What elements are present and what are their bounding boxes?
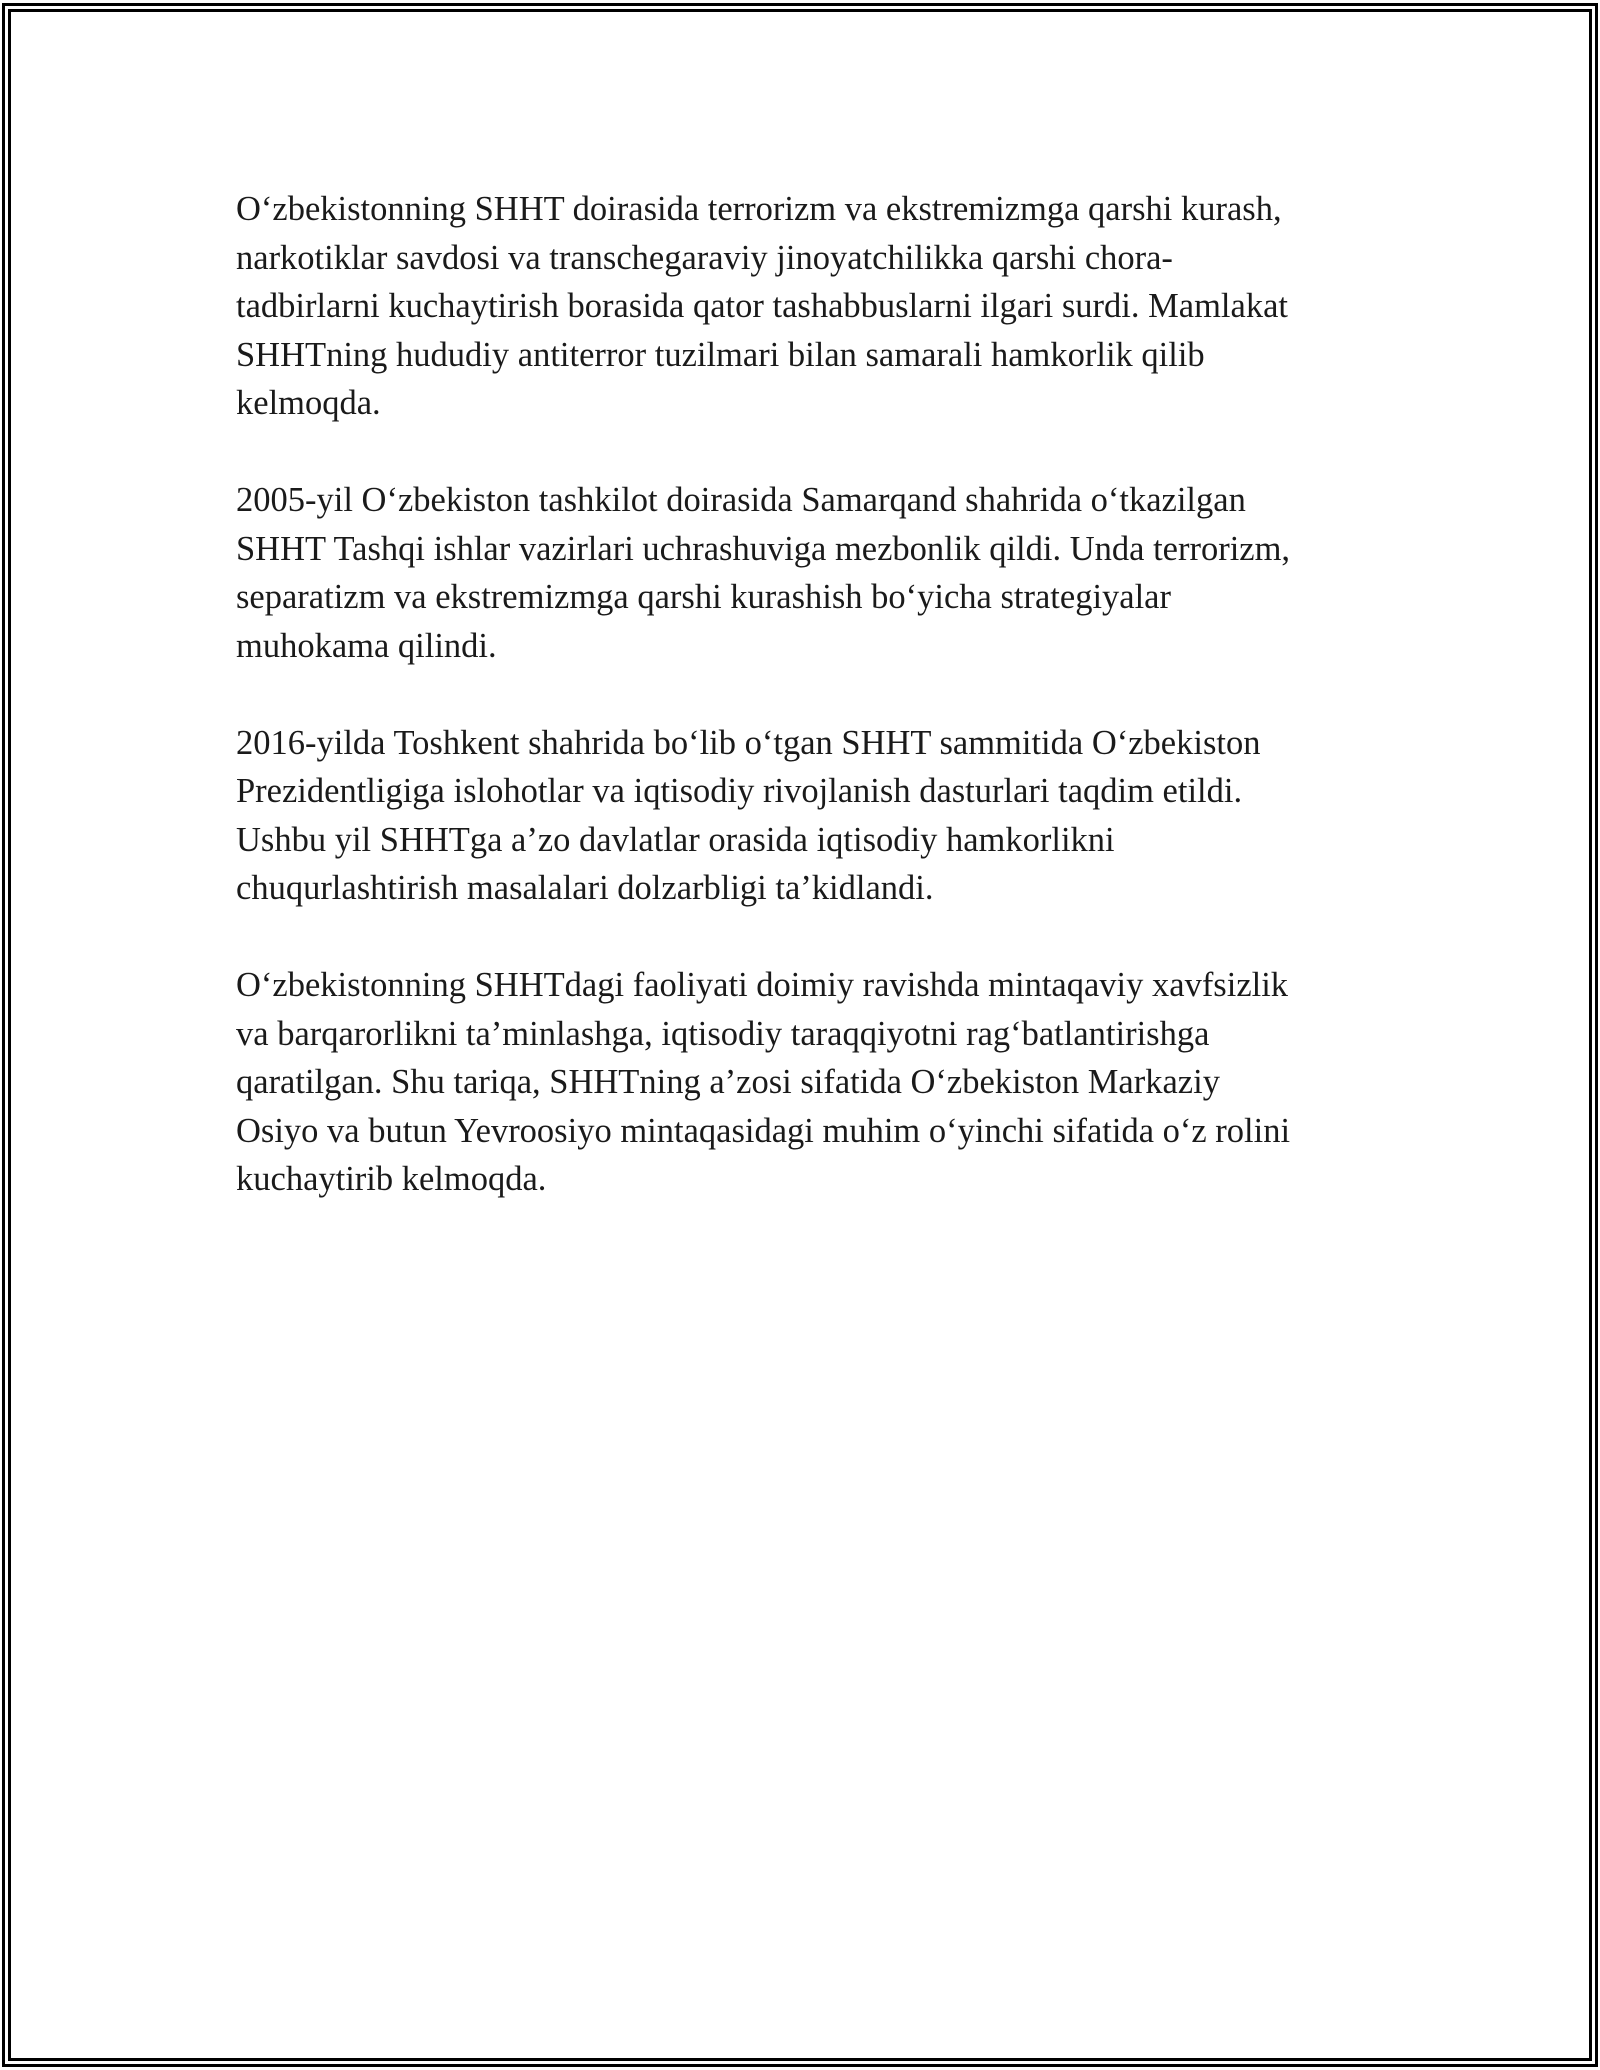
- paragraph-2: [236, 476, 1376, 670]
- text-line: Ushbu yil SHHTga a’zo davlatlar orasida iqtisodiy hamkorlikni: [236, 820, 1115, 859]
- text-line: qaratilgan. Shu tariqa, SHHTning a’zosi sifatida O‘zbekiston Markaziy: [236, 1063, 1220, 1101]
- text-line: narkotiklar savdosi va transchegaraviy jinoyatchilikka qarshi chora-: [236, 238, 1173, 277]
- text-line: separatizm va ekstremizmga qarshi kurashish bo‘yicha strategiyalar: [236, 578, 1171, 616]
- document-body: [236, 185, 1376, 1252]
- text-line: muhokama qilindi.: [236, 626, 497, 665]
- text-line: tadbirlarni kuchaytirish borasida qator tashabbuslarni ilgari surdi. Mamlakat: [236, 287, 1288, 325]
- text-line: 2005-yil O‘zbekiston tashkilot doirasida Samarqand shahrida o‘tkazilgan: [236, 481, 1246, 519]
- paragraph-4: [236, 961, 1376, 1204]
- text-line: O‘zbekistonning SHHTdagi faoliyati doimiy ravishda mintaqaviy xavfsizlik: [236, 966, 1289, 1004]
- text-line: Osiyo va butun Yevroosiyo mintaqasidagi muhim o‘yinchi sifatida o‘z rolini: [236, 1111, 1291, 1150]
- paragraph-3: [236, 719, 1376, 913]
- text-line: va barqarorlikni ta’minlashga, iqtisodiy taraqqiyotni rag‘batlantirishga: [236, 1014, 1210, 1053]
- paragraph-1: [236, 185, 1376, 428]
- text-line: chuqurlashtirish masalalari dolzarbligi ta’kidlandi.: [236, 869, 934, 907]
- text-line: SHHT Tashqi ishlar vazirlari uchrashuviga mezbonlik qildi. Unda terrorizm,: [236, 529, 1291, 568]
- text-line: O‘zbekistonning SHHT doirasida terrorizm va ekstremizmga qarshi kurash,: [236, 190, 1282, 228]
- text-line: 2016-yilda Toshkent shahrida bo‘lib o‘tgan SHHT sammitida O‘zbekiston: [236, 723, 1261, 762]
- text-line: SHHTning hududiy antiterror tuzilmari bilan samarali hamkorlik qilib: [236, 335, 1205, 374]
- text-line: kelmoqda.: [236, 384, 381, 422]
- text-line: Prezidentligiga islohotlar va iqtisodiy rivojlanish dasturlari taqdim etildi.: [236, 772, 1243, 810]
- text-line: kuchaytirib kelmoqda.: [236, 1160, 547, 1198]
